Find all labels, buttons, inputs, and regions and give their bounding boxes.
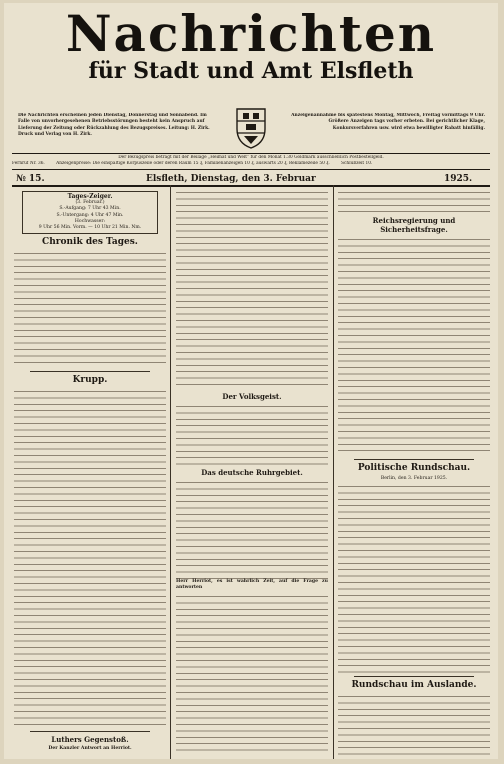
article-text [176,479,328,579]
ad-rates: Anzeigenpreise: Die einspaltige Korpuszeile oder deren Raum 15 ₰, Familienanzeigen 10 ₰, auswärts 20 ₰, Reklamezeile 50 ₰. [56,161,330,166]
newspaper-page [4,3,498,759]
article-text [176,403,328,465]
masthead-subtitle: für Stadt und Amt Elsfleth [88,58,414,84]
article-text [338,483,490,673]
publication-notice: Die Nachrichten erscheinen jeden Dienstag, Donnerstag und Sonnabend. Im Falle von unvorhergesehenen Betriebsstörungen besteht kein Anspruch auf Lieferung der Zeitung oder Rückzahlung des Bezugspreises. Leitung: H. Zirk. Druck und Verlag von H. Zirk. [18,113,210,138]
tageszeiger-box [22,191,158,234]
issue-year: 1925. [444,174,473,184]
column-3 [338,189,490,757]
divider [354,459,474,460]
article-text [14,754,166,757]
coat-of-arms-icon [234,107,268,149]
heading-volksgeist: Der Volksgeist. [222,392,282,401]
article-text [176,189,328,389]
advertising-notice: Anzeigenannahme bis spätestens Montag, Mittwoch, Freitag vormittags 9 Uhr. Größere Anzeigen tags vorher erbeten. Bei gerichtlicher Klage, Konkursverfahren usw. wird etwa bewilligter Rabatt hinfällig. [291,113,485,131]
divider [12,169,490,170]
politische-date: Berlin, den 3. Februar 1925. [380,476,448,481]
sunrise: S.-Aufgang: 7 Uhr 43 Min. [59,206,121,212]
heading-ausland: Rundschau im Auslande. [351,680,477,691]
high-water-times: 9 Uhr 56 Min. Vorm. — 10 Uhr 21 Min. Nm. [38,225,142,231]
heading-reichsregierung: Reichsregierung und Sicherheitsfrage. [372,216,456,234]
tageszeiger-date: (3. Februar.) [75,200,105,206]
divider [30,371,150,372]
column-rule [333,185,334,759]
article-text [14,388,166,728]
divider [12,153,490,154]
heading-chronik: Chronik des Tages. [42,237,138,248]
divider [354,676,474,677]
high-water-label: Hochwasser: [74,218,106,224]
masthead-title: Nachrichten [65,4,437,63]
column-2 [176,189,328,757]
sunset: S.-Untergang: 4 Uhr 47 Min. [56,212,124,218]
column-1 [14,189,166,757]
tageszeiger-title: Tages-Zeiger. [67,193,113,200]
article-text [338,236,490,456]
heading-krupp: Krupp. [72,375,108,386]
issue-date: Elsfleth, Dienstag, den 3. Februar [146,174,316,184]
fernruf-label: Fernruf Nr. 36. [12,161,45,166]
issue-number: № 15. [16,174,45,184]
article-text [338,189,490,213]
divider [12,185,490,187]
divider [30,731,150,732]
heading-politische-rundschau: Politische Rundschau. [357,463,471,473]
article-text [338,693,490,757]
luther-subheading: Der Kanzler Antwort an Herriot. [48,746,132,752]
heading-luther: Luthers Gegenstoß. [51,735,129,745]
closing-time: Schlußzeit 10. [341,161,373,166]
heading-ruhrgebiet: Das deutsche Ruhrgebiet. [201,468,303,477]
article-text [176,593,328,753]
ad-rate-line [12,161,490,167]
column-rule [170,185,171,759]
subscription-terms: Der Bezugspreis beträgt mit der Beilage „Heimat und Welt“ für den Monat 1.30 Goldmark ausschließlich Postbestellgeld. [118,155,384,160]
article-text [14,250,166,368]
question-quote: Herr Herriot, es ist wahrlich Zeit, auf die Frage zu antworten [176,579,328,591]
